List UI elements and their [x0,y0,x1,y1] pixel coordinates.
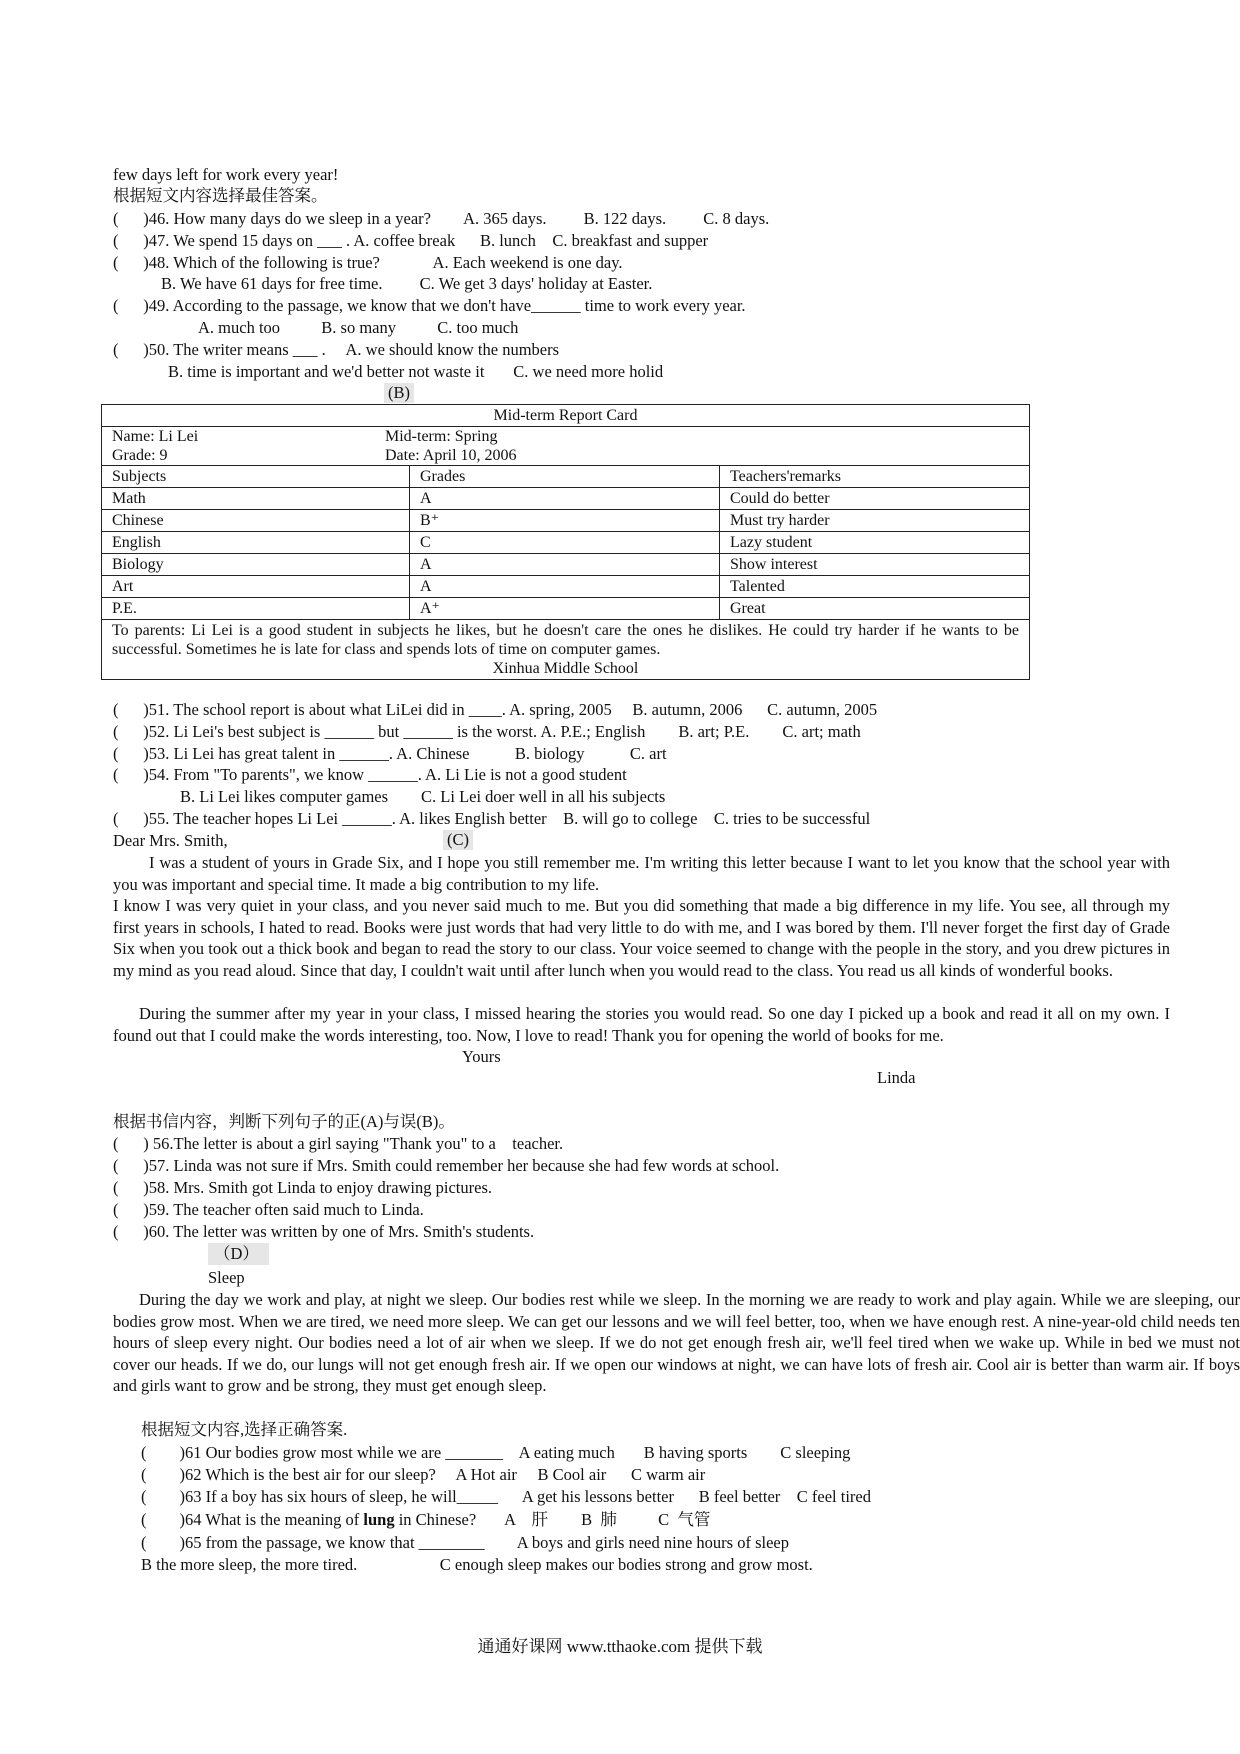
remark-cell: Lazy student [720,532,1030,554]
footer-source: 通通好课网 www.tthaoke.com 提供下载 [477,1637,763,1656]
subject-cell: Biology [102,554,410,576]
letter-closing: Yours [462,1047,501,1066]
question-49-options: A. much too B. so many C. too much [198,318,519,337]
grade-cell: C [410,532,720,554]
instruction-a: 根据短文内容选择最佳答案。 [113,186,328,205]
report-card-table [101,404,1030,680]
grade-cell: A [410,488,720,510]
grade-cell: A [410,576,720,598]
question-47: ( )47. We spend 15 days on ___ . A. coffee break B. lunch C. breakfast and supper [113,231,709,250]
grade-cell: A [410,554,720,576]
question-52: ( )52. Li Lei's best subject is ______ but ______ is the worst. A. P.E.; English B. art; P.E. C. art; math [113,722,861,741]
subject-cell: Art [102,576,410,598]
question-50-options: B. time is important and we'd better not waste it C. we need more holid [168,362,664,381]
remark-cell: Must try harder [720,510,1030,532]
remark-cell: Great [720,598,1030,620]
instruction-d: 根据短文内容,选择正确答案. [141,1420,348,1439]
subject-cell: Math [102,488,410,510]
question-54: ( )54. From "To parents", we know ______. A. Li Lie is not a good student [113,765,627,784]
section-d-label: （D） [208,1243,269,1265]
subject-cell: Chinese [102,510,410,532]
section-c-label: (C) [443,830,473,850]
question-62: ( )62 Which is the best air for our sleep? A Hot air B Cool air C warm air [141,1465,706,1484]
question-64-keyword: lung [363,1510,395,1529]
student-grade: Grade: 9 [112,447,168,464]
table-row [102,598,1030,620]
question-49: ( )49. According to the passage, we know that we don't have______ time to work every year. [113,296,746,315]
school-name: Xinhua Middle School [492,660,639,677]
subject-cell: P.E. [102,598,410,620]
table-row [102,554,1030,576]
letter-paragraph-3: During the summer after my year in your class, I missed hearing the stories you would read. So one day I picked up a book and read it all on my own. I found out that I could make the words interesting, too. Now, I love to read! Thank you for opening the world of books for me. [113,1004,1170,1045]
student-name: Name: Li Lei [112,428,199,445]
question-48: ( )48. Which of the following is true? A. Each weekend is one day. [113,253,623,272]
column-header: Grades [410,466,720,488]
to-parents-note [102,620,1030,680]
letter-salutation: Dear Mrs. Smith, [113,831,228,850]
table-row [102,576,1030,598]
table-row [102,488,1030,510]
letter-signature: Linda [877,1068,916,1087]
column-header: Teachers'remarks [720,466,1030,488]
question-50: ( )50. The writer means ___ . A. we should know the numbers [113,340,560,359]
grade-cell: B⁺ [410,510,720,532]
remark-cell: Could do better [720,488,1030,510]
remark-cell: Talented [720,576,1030,598]
question-64-options: in Chinese? A 肝 B 肺 C 气管 [394,1510,711,1529]
question-59: ( )59. The teacher often said much to Linda. [113,1200,424,1219]
report-card-info [102,427,1030,466]
question-60: ( )60. The letter was written by one of Mrs. Smith's students. [113,1222,535,1241]
question-56: ( ) 56.The letter is about a girl saying "Thank you" to a teacher. [113,1134,564,1153]
question-64 [141,1510,710,1530]
question-58: ( )58. Mrs. Smith got Linda to enjoy drawing pictures. [113,1178,492,1197]
sleep-passage: During the day we work and play, at night we sleep. Our bodies rest while we sleep. In the morning we are ready to work and play again. While we are sleeping, our bodies grow most. When we are tired, we need more sleep. We can get our lessons and we will feel better, too, when we have enough rest. A nine-year-old child needs ten hours of sleep every night. Our bodies need a lot of air when we sleep. If we do not get enough fresh air, we'll feel tired when we wake up. While in bed we must not cover our heads. If we do, our lungs will not get enough fresh air. If we open our windows at night, we can have lots of fresh air. Cool air is better than warm air. If boys and girls want to grow and be strong, they must get enough sleep. [113,1290,1240,1396]
question-65-options: B the more sleep, the more tired. C enough sleep makes our bodies strong and grow most. [141,1555,813,1574]
letter-paragraph-2: I know I was very quiet in your class, and you never said much to me. But you did something that made a big difference in my life. You see, all through my first years in schools, I hated to read. Books were just words that had very little to do with me, and I was bored by them. I'll never forget the first day of Grade Six when you took out a thick book and began to read the story to our class. Your voice seemed to change with the people in the story, and you drew pictures in my mind as you read aloud. Since that day, I couldn't wait until after lunch when you would read to the class. You read us all kinds of wonderful books. [113,896,1170,980]
section-b-label: (B) [384,383,414,403]
passage-continued: few days left for work every year! [113,165,339,184]
question-48-options: B. We have 61 days for free time. C. We get 3 days' holiday at Easter. [161,274,653,293]
grade-cell: A⁺ [410,598,720,620]
question-53: ( )53. Li Lei has great talent in ______. A. Chinese B. biology C. art [113,744,667,763]
question-55: ( )55. The teacher hopes Li Lei ______. A. likes English better B. will go to college C. tries to be successful [113,809,871,828]
question-65: ( )65 from the passage, we know that ________ A boys and girls need nine hours of sleep [141,1533,789,1552]
remark-cell: Show interest [720,554,1030,576]
table-header-row [102,466,1030,488]
report-card-title: Mid-term Report Card [102,405,1030,427]
question-64-text: ( )64 What is the meaning of [141,1510,364,1529]
midterm-term: Mid-term: Spring [385,428,498,445]
to-parents-text: To parents: Li Lei is a good student in subjects he likes, but he doesn't care the ones he dislikes. He could try harder if he wants to be successful. Sometimes he is late for class and spends lots of time on computer games. [112,622,1019,658]
table-row [102,532,1030,554]
instruction-c: 根据书信内容，判断下列句子的正(A)与误(B)。 [113,1112,455,1131]
question-61: ( )61 Our bodies grow most while we are _______ A eating much B having sports C sleeping [141,1443,851,1462]
question-51: ( )51. The school report is about what LiLei did in ____. A. spring, 2005 B. autumn, 2006 C. autumn, 2005 [113,700,878,719]
question-63: ( )63 If a boy has six hours of sleep, he will_____ A get his lessons better B feel better C feel tired [141,1487,871,1506]
passage-title: Sleep [208,1268,245,1287]
question-57: ( )57. Linda was not sure if Mrs. Smith could remember her because she had few words at school. [113,1156,780,1175]
subject-cell: English [102,532,410,554]
question-46: ( )46. How many days do we sleep in a year? A. 365 days. B. 122 days. C. 8 days. [113,209,770,228]
table-row [102,510,1030,532]
letter-paragraph-1: I was a student of yours in Grade Six, and I hope you still remember me. I'm writing this letter because I want to let you know that the school year with you was important and special time. It made a big contribution to my life. [113,853,1170,894]
report-date: Date: April 10, 2006 [385,447,517,464]
question-54-options: B. Li Lei likes computer games C. Li Lei doer well in all his subjects [180,787,666,806]
column-header: Subjects [102,466,410,488]
